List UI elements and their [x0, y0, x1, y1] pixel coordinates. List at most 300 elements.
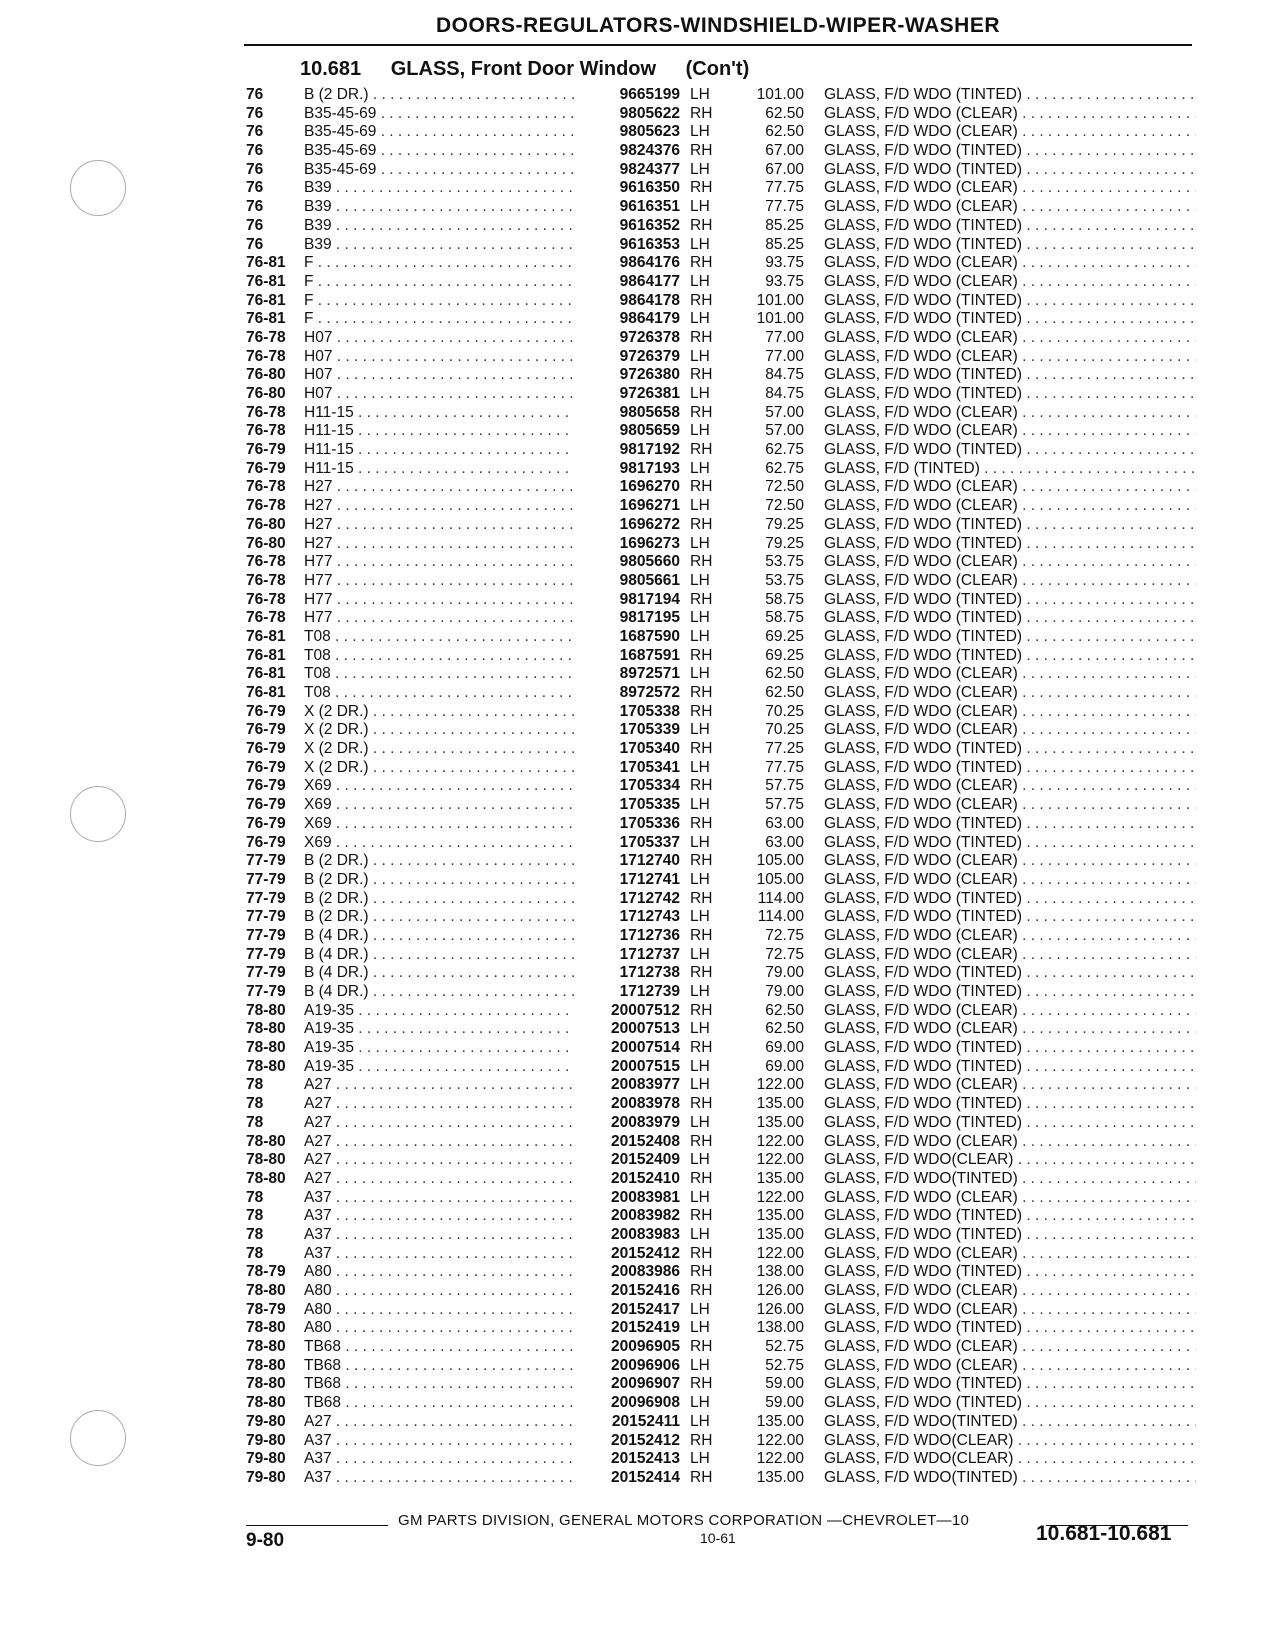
row-side: RH — [690, 1338, 713, 1356]
table-row — [246, 1076, 1196, 1095]
row-model: TB68 . . . — [304, 1357, 574, 1376]
row-year: 78-80 — [246, 1151, 286, 1169]
section-number: 10.681 — [300, 58, 362, 80]
row-description: GLASS, F/D WDO (CLEAR) . . . — [824, 1282, 1196, 1301]
row-year: 76-79 — [246, 758, 286, 776]
footer-page-number: 10-61 — [700, 1530, 736, 1546]
row-model: H77 . . . — [304, 609, 574, 628]
row-description: GLASS, F/D WDO (TINTED) . . . — [824, 628, 1196, 647]
footer-rule-left — [246, 1525, 388, 1526]
row-price: 135.00 — [756, 1225, 804, 1243]
table-row — [246, 329, 1196, 348]
row-price: 84.75 — [765, 385, 804, 402]
table-row — [246, 1357, 1196, 1376]
footer-section-range: 10.681-10.681 — [1036, 1522, 1172, 1545]
row-description: GLASS, F/D (TINTED) . . . — [824, 460, 1196, 479]
row-year: 76-78 — [246, 609, 286, 627]
table-row — [246, 1432, 1196, 1451]
row-description: GLASS, F/D WDO (TINTED) . . . — [824, 1207, 1196, 1226]
row-part-number: 1705339 — [619, 721, 680, 739]
footer-date: 9-80 — [246, 1530, 285, 1551]
row-price: 62.75 — [765, 459, 804, 477]
row-year: 76-78 — [246, 590, 286, 608]
row-year: 78-80 — [246, 1057, 286, 1075]
row-price: 114.00 — [757, 908, 804, 926]
row-side: RH — [690, 328, 713, 346]
row-side: LH — [690, 1450, 710, 1468]
row-model: H11-15 . . . — [304, 441, 574, 460]
row-part-number: 20096905 — [611, 1338, 680, 1356]
row-side: LH — [690, 123, 710, 141]
row-part-number: 1696273 — [619, 534, 680, 552]
row-side: LH — [690, 609, 710, 627]
table-row — [246, 1263, 1196, 1282]
row-side: RH — [690, 852, 713, 870]
row-price: 85.25 — [765, 216, 804, 234]
row-price: 62.75 — [765, 441, 804, 459]
row-description: GLASS, F/D WDO(TINTED) . . . — [824, 1469, 1196, 1488]
row-description: GLASS, F/D WDO (TINTED) . . . — [824, 161, 1196, 180]
row-price: 58.75 — [765, 609, 804, 627]
row-model: A19-35 . . . — [304, 1039, 574, 1058]
row-year: 78-79 — [246, 1263, 286, 1281]
row-year: 76-78 — [246, 328, 286, 346]
row-description: GLASS, F/D WDO (CLEAR) . . . — [824, 1133, 1196, 1152]
table-row — [246, 1095, 1196, 1114]
row-year: 78 — [246, 1225, 264, 1243]
row-year: 76-78 — [246, 478, 286, 496]
row-model: B35-45-69 . . . — [304, 142, 574, 161]
row-year: 78 — [246, 1244, 264, 1262]
row-description: GLASS, F/D WDO (TINTED) . . . — [824, 983, 1196, 1002]
row-part-number: 20152412 — [611, 1244, 680, 1262]
row-year: 76 — [246, 198, 264, 216]
row-model: F . . . — [304, 310, 574, 329]
table-row — [246, 796, 1196, 815]
row-part-number: 1705337 — [619, 833, 680, 851]
row-part-number: 9864178 — [619, 291, 680, 309]
row-side: RH — [690, 1244, 713, 1262]
row-part-number: 9805658 — [619, 403, 680, 421]
row-description: GLASS, F/D WDO(CLEAR) . . . — [824, 1432, 1196, 1451]
row-description: GLASS, F/D WDO (TINTED) . . . — [824, 647, 1196, 666]
row-part-number: 9864177 — [619, 272, 680, 290]
row-price: 62.50 — [765, 123, 804, 141]
row-price: 62.50 — [765, 684, 804, 701]
row-price: 122.00 — [756, 1151, 804, 1169]
row-part-number: 9864176 — [619, 254, 680, 272]
row-side: LH — [690, 665, 710, 683]
table-row — [246, 254, 1196, 273]
row-price: 122.00 — [756, 1132, 804, 1150]
row-part-number: 20083983 — [611, 1225, 680, 1243]
table-row — [246, 1114, 1196, 1133]
row-part-number: 1712737 — [619, 945, 680, 963]
row-model: F . . . — [304, 292, 574, 311]
row-part-number: 9616351 — [619, 198, 680, 216]
table-row — [246, 123, 1196, 142]
row-year: 76-79 — [246, 814, 286, 832]
row-part-number: 9616352 — [619, 216, 680, 234]
row-price: 59.00 — [765, 1394, 804, 1412]
row-year: 78 — [246, 1095, 264, 1113]
row-year: 78-80 — [246, 1356, 286, 1374]
row-model: H77 . . . — [304, 591, 574, 610]
row-part-number: 9817195 — [619, 609, 680, 627]
row-description: GLASS, F/D WDO (TINTED) . . . — [824, 834, 1196, 853]
row-model: H27 . . . — [304, 535, 574, 554]
row-model: A37 . . . — [304, 1189, 574, 1208]
row-part-number: 20152411 — [611, 1412, 680, 1430]
table-row — [246, 815, 1196, 834]
row-year: 76-81 — [246, 684, 286, 701]
row-description: GLASS, F/D WDO (TINTED) . . . — [824, 609, 1196, 628]
row-description: GLASS, F/D WDO (CLEAR) . . . — [824, 796, 1196, 815]
table-row — [246, 777, 1196, 796]
row-description: GLASS, F/D WDO (TINTED) . . . — [824, 217, 1196, 236]
row-side: LH — [690, 1356, 710, 1374]
row-year: 76-78 — [246, 571, 286, 589]
row-price: 72.75 — [765, 945, 804, 963]
row-side: RH — [690, 646, 713, 664]
row-model: A80 . . . — [304, 1319, 574, 1338]
row-side: LH — [690, 870, 710, 888]
row-side: RH — [690, 179, 713, 197]
table-row — [246, 1338, 1196, 1357]
row-year: 77-79 — [246, 870, 286, 888]
table-row — [246, 478, 1196, 497]
row-price: 53.75 — [765, 553, 804, 571]
row-model: B39 . . . — [304, 179, 574, 198]
row-side: RH — [690, 1095, 713, 1113]
table-row — [246, 1413, 1196, 1432]
row-year: 76-80 — [246, 385, 286, 402]
row-model: A80 . . . — [304, 1301, 574, 1320]
table-row — [246, 385, 1196, 404]
row-side: LH — [690, 1225, 710, 1243]
row-description: GLASS, F/D WDO (CLEAR) . . . — [824, 198, 1196, 217]
row-part-number: 8972572 — [619, 684, 680, 701]
row-price: 138.00 — [756, 1263, 804, 1281]
row-model: H11-15 . . . — [304, 460, 574, 479]
row-part-number: 9726379 — [619, 347, 680, 365]
table-row — [246, 1375, 1196, 1394]
row-price: 69.00 — [765, 1057, 804, 1075]
row-model: B39 . . . — [304, 217, 574, 236]
row-side: RH — [690, 142, 713, 160]
row-year: 79-80 — [246, 1450, 286, 1468]
row-side: LH — [690, 347, 710, 365]
row-price: 57.75 — [765, 796, 804, 814]
table-row — [246, 852, 1196, 871]
row-part-number: 20083982 — [611, 1207, 680, 1225]
row-model: T08 . . . — [304, 665, 574, 684]
row-price: 77.00 — [765, 347, 804, 365]
row-part-number: 8972571 — [619, 665, 680, 683]
row-year: 79-80 — [246, 1412, 286, 1430]
row-price: 105.00 — [756, 870, 804, 888]
row-price: 77.00 — [765, 328, 804, 346]
row-side: RH — [690, 366, 713, 384]
table-row — [246, 628, 1196, 647]
row-price: 101.00 — [756, 291, 804, 309]
row-side: LH — [690, 627, 710, 645]
row-year: 76-78 — [246, 497, 286, 515]
row-part-number: 9726381 — [619, 385, 680, 402]
row-price: 126.00 — [756, 1300, 804, 1318]
row-description: GLASS, F/D WDO (TINTED) . . . — [824, 964, 1196, 983]
row-part-number: 20083981 — [611, 1188, 680, 1206]
table-row — [246, 535, 1196, 554]
row-year: 78-80 — [246, 1282, 286, 1299]
row-year: 76-78 — [246, 403, 286, 421]
row-part-number: 1712736 — [619, 926, 680, 944]
row-part-number: 1696272 — [619, 515, 680, 533]
table-row — [246, 1170, 1196, 1189]
row-price: 79.00 — [765, 964, 804, 982]
row-description: GLASS, F/D WDO (TINTED) . . . — [824, 292, 1196, 311]
row-model: X (2 DR.) . . . — [304, 740, 574, 759]
row-model: A37 . . . — [304, 1450, 574, 1469]
row-side: RH — [690, 1263, 713, 1281]
row-model: X69 . . . — [304, 796, 574, 815]
table-row — [246, 348, 1196, 367]
row-description: GLASS, F/D WDO (TINTED) . . . — [824, 142, 1196, 161]
row-model: A27 . . . — [304, 1413, 574, 1432]
table-row — [246, 740, 1196, 759]
row-year: 76-80 — [246, 534, 286, 552]
row-part-number: 9805660 — [619, 553, 680, 571]
row-description: GLASS, F/D WDO(TINTED) . . . — [824, 1413, 1196, 1432]
row-side: RH — [690, 590, 713, 608]
row-description: GLASS, F/D WDO (CLEAR) . . . — [824, 105, 1196, 124]
row-model: TB68 . . . — [304, 1394, 574, 1413]
row-description: GLASS, F/D WDO (CLEAR) . . . — [824, 1301, 1196, 1320]
row-price: 126.00 — [756, 1282, 804, 1299]
row-model: H11-15 . . . — [304, 422, 574, 441]
row-price: 135.00 — [756, 1095, 804, 1113]
row-price: 63.00 — [765, 833, 804, 851]
row-description: GLASS, F/D WDO (CLEAR) . . . — [824, 721, 1196, 740]
row-description: GLASS, F/D WDO (CLEAR) . . . — [824, 1245, 1196, 1264]
row-year: 78-80 — [246, 1394, 286, 1412]
row-side: RH — [690, 1431, 713, 1449]
row-description: GLASS, F/D WDO (CLEAR) . . . — [824, 665, 1196, 684]
table-row — [246, 86, 1196, 105]
row-price: 69.25 — [765, 627, 804, 645]
table-row — [246, 1301, 1196, 1320]
row-part-number: 9665199 — [619, 86, 680, 103]
row-description: GLASS, F/D WDO (CLEAR) . . . — [824, 254, 1196, 273]
row-model: A80 . . . — [304, 1282, 574, 1301]
row-price: 122.00 — [756, 1450, 804, 1468]
table-row — [246, 946, 1196, 965]
row-part-number: 9817193 — [619, 459, 680, 477]
row-description: GLASS, F/D WDO (TINTED) . . . — [824, 1058, 1196, 1077]
table-row — [246, 1020, 1196, 1039]
row-description: GLASS, F/D WDO (CLEAR) . . . — [824, 422, 1196, 441]
row-part-number: 1712740 — [619, 852, 680, 870]
row-model: A19-35 . . . — [304, 1002, 574, 1021]
row-model: A37 . . . — [304, 1245, 574, 1264]
table-row — [246, 422, 1196, 441]
row-price: 72.75 — [765, 926, 804, 944]
row-description: GLASS, F/D WDO (TINTED) . . . — [824, 1039, 1196, 1058]
table-row — [246, 553, 1196, 572]
row-model: T08 . . . — [304, 647, 574, 666]
table-row — [246, 609, 1196, 628]
row-description: GLASS, F/D WDO (CLEAR) . . . — [824, 329, 1196, 348]
row-description: GLASS, F/D WDO (CLEAR) . . . — [824, 1002, 1196, 1021]
table-row — [246, 497, 1196, 516]
row-part-number: 20096907 — [611, 1375, 680, 1393]
row-year: 76-80 — [246, 515, 286, 533]
row-part-number: 1705335 — [619, 796, 680, 814]
row-price: 135.00 — [756, 1207, 804, 1225]
row-price: 69.25 — [765, 646, 804, 664]
row-price: 57.00 — [765, 403, 804, 421]
row-model: H11-15 . . . — [304, 404, 574, 423]
footer-publisher: GM PARTS DIVISION, GENERAL MOTORS CORPORATION —CHEVROLET—10 — [398, 1512, 970, 1529]
row-price: 79.25 — [765, 515, 804, 533]
row-side: LH — [690, 1412, 710, 1430]
row-model: A37 . . . — [304, 1207, 574, 1226]
row-price: 135.00 — [756, 1113, 804, 1131]
row-price: 67.00 — [765, 160, 804, 178]
table-row — [246, 572, 1196, 591]
binder-hole-top — [70, 160, 126, 216]
row-price: 135.00 — [756, 1412, 804, 1430]
row-model: B (2 DR.) . . . — [304, 890, 574, 909]
row-year: 76-78 — [246, 553, 286, 571]
row-price: 72.50 — [765, 478, 804, 496]
row-price: 62.50 — [765, 104, 804, 122]
row-description: GLASS, F/D WDO (TINTED) . . . — [824, 516, 1196, 535]
row-year: 76 — [246, 179, 264, 197]
table-row — [246, 366, 1196, 385]
row-year: 76-79 — [246, 833, 286, 851]
row-side: LH — [690, 1319, 710, 1337]
row-part-number: 20152417 — [611, 1300, 680, 1318]
row-description: GLASS, F/D WDO (CLEAR) . . . — [824, 684, 1196, 703]
table-row — [246, 310, 1196, 329]
row-model: A19-35 . . . — [304, 1058, 574, 1077]
row-side: RH — [690, 216, 713, 234]
row-part-number: 20083978 — [611, 1095, 680, 1113]
row-side: LH — [690, 86, 710, 103]
row-year: 76-78 — [246, 422, 286, 440]
table-row — [246, 703, 1196, 722]
row-side: RH — [690, 553, 713, 571]
row-side: LH — [690, 945, 710, 963]
row-model: X (2 DR.) . . . — [304, 721, 574, 740]
row-model: H27 . . . — [304, 516, 574, 535]
table-row — [246, 460, 1196, 479]
row-description: GLASS, F/D WDO (CLEAR) . . . — [824, 478, 1196, 497]
table-row — [246, 834, 1196, 853]
row-model: X (2 DR.) . . . — [304, 759, 574, 778]
row-part-number: 20152413 — [611, 1450, 680, 1468]
row-side: RH — [690, 104, 713, 122]
row-part-number: 20096906 — [611, 1356, 680, 1374]
row-price: 135.00 — [756, 1169, 804, 1187]
row-part-number: 20007514 — [611, 1039, 680, 1057]
table-row — [246, 1245, 1196, 1264]
row-year: 76-79 — [246, 721, 286, 739]
row-price: 59.00 — [765, 1375, 804, 1393]
row-price: 72.50 — [765, 497, 804, 515]
row-model: A27 . . . — [304, 1151, 574, 1170]
table-row — [246, 1394, 1196, 1413]
row-side: RH — [690, 777, 713, 795]
row-description: GLASS, F/D WDO(TINTED) . . . — [824, 1170, 1196, 1189]
row-description: GLASS, F/D WDO (TINTED) . . . — [824, 1114, 1196, 1133]
row-side: RH — [690, 740, 713, 758]
binder-hole-middle — [70, 786, 126, 842]
row-part-number: 9616353 — [619, 235, 680, 253]
row-part-number: 20083977 — [611, 1076, 680, 1094]
table-row — [246, 441, 1196, 460]
row-part-number: 1712741 — [619, 870, 680, 888]
row-description: GLASS, F/D WDO (CLEAR) . . . — [824, 871, 1196, 890]
row-model: A27 . . . — [304, 1114, 574, 1133]
row-description: GLASS, F/D WDO (TINTED) . . . — [824, 86, 1196, 105]
table-row — [246, 647, 1196, 666]
row-description: GLASS, F/D WDO (CLEAR) . . . — [824, 404, 1196, 423]
row-price: 122.00 — [756, 1244, 804, 1262]
row-part-number: 20083986 — [611, 1263, 680, 1281]
row-year: 76-81 — [246, 254, 286, 272]
row-year: 76 — [246, 123, 264, 141]
row-description: GLASS, F/D WDO (TINTED) . . . — [824, 535, 1196, 554]
table-row — [246, 721, 1196, 740]
table-row — [246, 1207, 1196, 1226]
table-row — [246, 1189, 1196, 1208]
row-part-number: 1705338 — [619, 702, 680, 720]
row-side: LH — [690, 459, 710, 477]
row-part-number: 9817194 — [619, 590, 680, 608]
row-side: LH — [690, 983, 710, 1000]
row-price: 57.75 — [765, 777, 804, 795]
table-row — [246, 198, 1196, 217]
row-part-number: 1712742 — [619, 889, 680, 907]
row-model: H77 . . . — [304, 553, 574, 572]
row-year: 78-80 — [246, 1020, 286, 1038]
row-side: RH — [690, 254, 713, 272]
row-part-number: 9805622 — [619, 104, 680, 122]
row-part-number: 9805623 — [619, 123, 680, 141]
table-row — [246, 964, 1196, 983]
row-part-number: 20152419 — [611, 1319, 680, 1337]
table-row — [246, 273, 1196, 292]
row-part-number: 1705341 — [619, 758, 680, 776]
row-model: A27 . . . — [304, 1095, 574, 1114]
row-description: GLASS, F/D WDO (TINTED) . . . — [824, 1226, 1196, 1245]
row-price: 122.00 — [756, 1431, 804, 1449]
row-part-number: 1705334 — [619, 777, 680, 795]
row-year: 76-78 — [246, 347, 286, 365]
row-model: A37 . . . — [304, 1226, 574, 1245]
row-price: 67.00 — [765, 142, 804, 160]
row-model: B35-45-69 . . . — [304, 105, 574, 124]
table-row — [246, 1450, 1196, 1469]
row-description: GLASS, F/D WDO (TINTED) . . . — [824, 759, 1196, 778]
row-model: H27 . . . — [304, 478, 574, 497]
row-year: 78 — [246, 1207, 264, 1225]
row-year: 76 — [246, 216, 264, 234]
row-side: LH — [690, 833, 710, 851]
row-part-number: 1696270 — [619, 478, 680, 496]
